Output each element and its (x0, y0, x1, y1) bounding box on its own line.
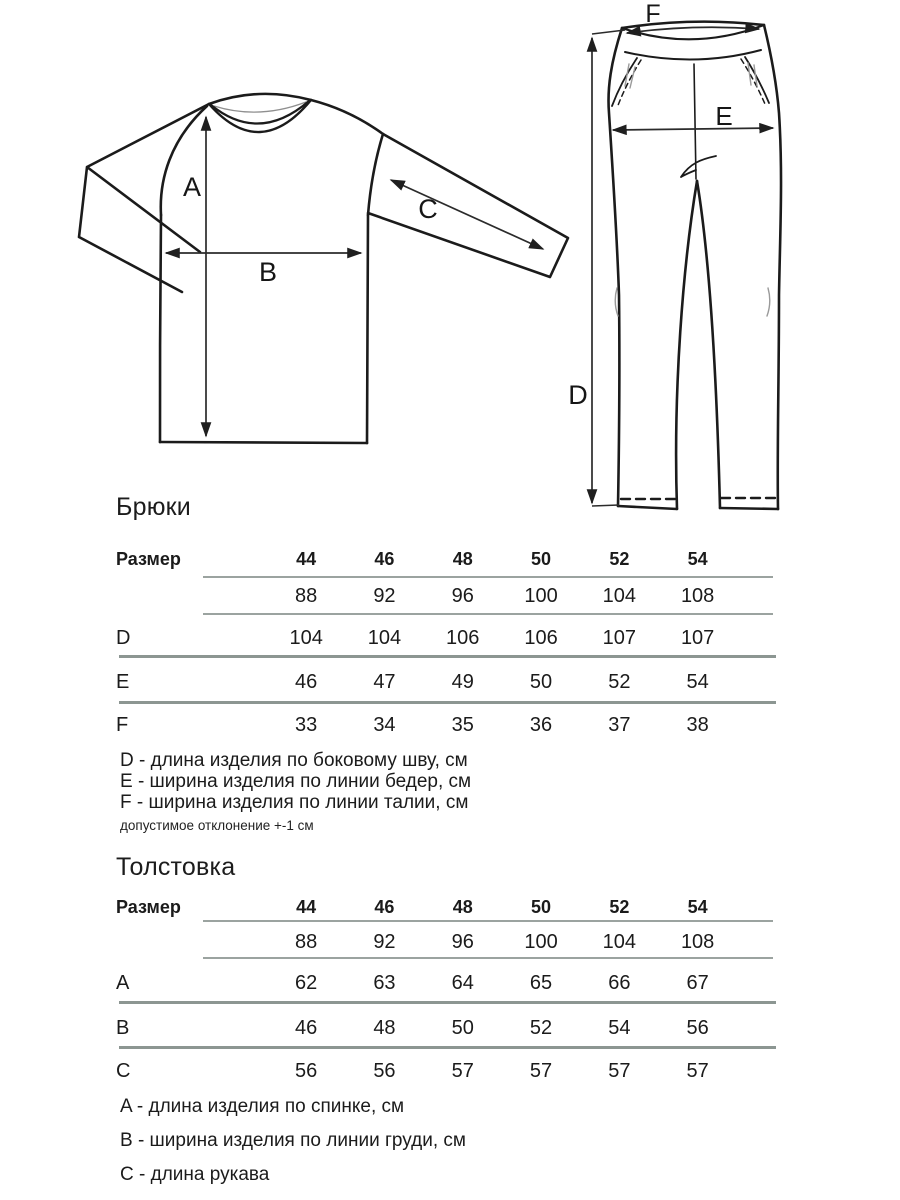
value-cell: 46 (295, 670, 318, 693)
sweatshirt-hem (160, 442, 367, 443)
value-cell: 108 (680, 584, 715, 607)
value-cell: 92 (373, 584, 396, 607)
collar-bottom (209, 100, 311, 132)
value-cell: 88 (295, 584, 318, 607)
size-header-label: Размер (116, 548, 181, 569)
value-cell: 57 (608, 1059, 631, 1082)
value-cell: 57 (686, 1059, 709, 1082)
value-cell: 37 (608, 713, 631, 736)
sweatshirt-legend (120, 1090, 466, 1192)
value-cell: 56 (373, 1059, 396, 1082)
value-cell: 96 (451, 930, 474, 953)
row-label: B (116, 1016, 130, 1039)
size-cell: 50 (531, 896, 552, 917)
size-cell: 46 (374, 548, 395, 569)
value-cell: 48 (373, 1016, 396, 1039)
legend-line: D - длина изделия по боковому шву, см (120, 750, 468, 771)
size-cell: 48 (452, 896, 473, 917)
value-cell: 56 (686, 1016, 709, 1039)
tolerance-note: допустимое отклонение +-1 см (120, 818, 314, 833)
measure-arrow-c (391, 180, 543, 249)
value-cell: 54 (686, 670, 709, 693)
size-header-label: Размер (116, 896, 181, 917)
label-a: A (182, 172, 202, 202)
table-rule (203, 613, 773, 615)
size-cell: 50 (531, 548, 552, 569)
pants-row-d (115, 626, 737, 650)
value-cell: 36 (529, 713, 553, 736)
pants-hem-right (720, 508, 778, 509)
value-cell: 92 (373, 930, 396, 953)
value-cell: 64 (451, 971, 474, 994)
label-d: D (568, 380, 588, 410)
row-label: C (116, 1059, 131, 1082)
sweatshirt-sleeve-right (368, 134, 568, 277)
value-cell: 104 (602, 584, 637, 607)
value-cell: 107 (602, 626, 637, 649)
pocket-right-dashed (741, 59, 765, 104)
size-cell: 52 (609, 548, 630, 569)
collar-top (209, 94, 311, 104)
value-cell: 65 (529, 971, 553, 994)
pants-waistband-bottom (625, 50, 761, 60)
pants-inseam-left (676, 181, 697, 509)
value-cell: 38 (686, 713, 709, 736)
pants-legend (120, 750, 471, 813)
sweatshirt-row-c (115, 1059, 737, 1083)
sweatshirt-armhole-right (368, 134, 383, 215)
size-cell: 54 (687, 548, 708, 569)
label-c: C (418, 194, 438, 224)
table-rule-thick (119, 1001, 776, 1004)
size-cell: 44 (296, 548, 317, 569)
pants-chest-row (115, 584, 737, 608)
value-cell: 56 (295, 1059, 318, 1082)
value-cell: 67 (686, 971, 709, 994)
measure-arrow-e (613, 128, 773, 130)
sweatshirt-title: Толстовка (116, 853, 236, 881)
label-b: B (258, 257, 278, 287)
row-label: D (116, 626, 131, 649)
table-rule (203, 920, 773, 922)
table-rule-thick (119, 1046, 776, 1049)
pants-hem-left (618, 506, 677, 509)
row-label: F (116, 713, 129, 736)
value-cell: 33 (295, 713, 318, 736)
value-cell: 104 (289, 626, 323, 649)
value-cell: 52 (529, 1016, 553, 1039)
value-cell: 66 (608, 971, 631, 994)
legend-line: E - ширина изделия по линии бедер, см (120, 771, 472, 792)
sweatshirt-shoulder-right (311, 100, 383, 134)
label-f: F (645, 0, 661, 28)
label-e: E (715, 101, 733, 131)
pants-center-seam (694, 64, 696, 179)
table-rule-thick (119, 701, 776, 704)
value-cell: 47 (373, 670, 396, 693)
pants-title: Брюки (116, 493, 191, 521)
value-cell: 88 (295, 930, 318, 953)
pants-row-e (115, 670, 737, 694)
sweatshirt-row-a (115, 971, 737, 995)
legend-line: F - ширина изделия по линии талии, см (120, 792, 469, 813)
value-cell: 52 (608, 670, 631, 693)
value-cell: 34 (373, 713, 396, 736)
pocket-left (612, 58, 637, 106)
gather-marks (625, 63, 757, 88)
legend-line: C - длина рукава (120, 1164, 270, 1185)
value-cell: 106 (446, 626, 480, 649)
value-cell: 57 (529, 1059, 553, 1082)
sweatshirt-chest-row (115, 930, 737, 954)
size-cell: 52 (609, 896, 630, 917)
value-cell: 96 (451, 584, 474, 607)
pants-drawing (609, 22, 782, 509)
size-cell: 44 (296, 896, 317, 917)
sweatshirt-side-left (160, 215, 161, 442)
sweatshirt-row-b (115, 1016, 737, 1040)
value-cell: 100 (524, 584, 558, 607)
value-cell: 54 (608, 1016, 631, 1039)
value-cell: 104 (602, 930, 637, 953)
value-cell: 63 (373, 971, 396, 994)
legend-line: B - ширина изделия по линии груди, см (120, 1130, 466, 1151)
size-cell: 54 (687, 896, 708, 917)
sweatshirt-table-header-row (115, 895, 737, 919)
value-cell: 57 (451, 1059, 474, 1082)
table-rule (203, 576, 773, 578)
size-cell: 48 (452, 548, 473, 569)
value-cell: 46 (295, 1016, 318, 1039)
collar-fold (214, 102, 306, 112)
value-cell: 50 (529, 670, 553, 693)
sweatshirt-side-right (367, 215, 368, 443)
sweatshirt-drawing (79, 94, 568, 443)
value-cell: 49 (451, 670, 474, 693)
row-label: A (116, 971, 130, 994)
garment-drawings (0, 0, 900, 540)
legend-line: A - длина изделия по спинке, см (120, 1096, 405, 1117)
value-cell: 62 (295, 971, 318, 994)
value-cell: 106 (524, 626, 558, 649)
pants-inseam-right (697, 181, 720, 508)
value-cell: 35 (451, 713, 474, 736)
value-cell: 104 (367, 626, 402, 649)
knee-marks (615, 288, 770, 316)
value-cell: 107 (680, 626, 715, 649)
table-rule (203, 957, 773, 959)
table-rule-thick (119, 655, 776, 658)
measure-tick-bottom (592, 505, 619, 506)
size-cell: 46 (374, 896, 395, 917)
sweatshirt-arrows (166, 117, 543, 436)
row-label: E (116, 670, 130, 693)
value-cell: 100 (524, 930, 558, 953)
value-cell: 50 (451, 1016, 474, 1039)
pants-row-f (115, 713, 737, 737)
pants-table-header-row (115, 547, 737, 571)
value-cell: 108 (680, 930, 715, 953)
pants-fly-curve (681, 156, 716, 177)
